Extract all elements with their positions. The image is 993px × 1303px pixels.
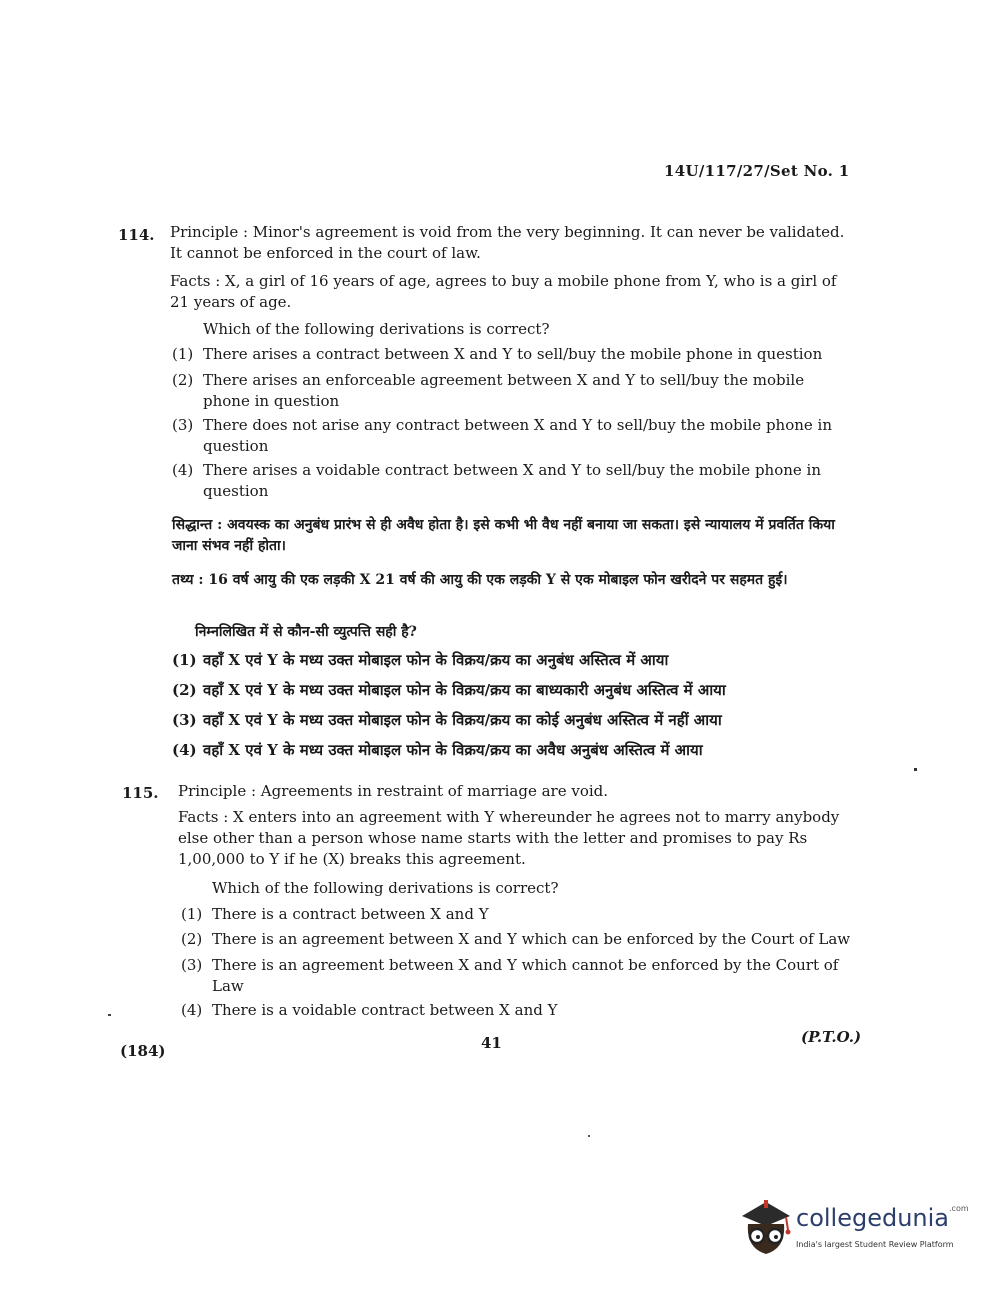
facts-text: Facts : X, a girl of 16 years of age, agrees to buy a mobile phone from Y, who is a girl of 21 years of age. [170,272,837,311]
question-number: 114. [118,226,155,244]
option-text: There does not arise any contract between X and Y to sell/buy the mobile phone in question [203,416,833,455]
scan-speck [914,768,917,771]
option-number: (4) [181,1001,203,1019]
brand-tagline: India's largest Student Review Platform [796,1240,954,1249]
option-text: There arises a contract between X and Y to sell/buy the mobile phone in question [203,345,823,363]
principle-text: Principle : Agreements in restraint of marriage are void. [178,782,609,800]
brand-suffix: .com [949,1204,969,1213]
paper-code: (184) [120,1042,166,1060]
set-number: 14U/117/27/Set No. 1 [664,162,850,180]
option-number: (2) [172,371,194,389]
question-prompt: Which of the following derivations is correct? [203,320,550,338]
option-text: There arises an enforceable agreement between X and Y to sell/buy the mobile phone in question [203,371,805,410]
facts-text: Facts : X enters into an agreement with Y whereunder he agrees not to marry anybody else other than a person whose name starts with the letter and promises to pay Rs 1,00,000 to Y if he (X) breaks this agreement. [178,808,840,868]
scan-speck [108,1014,111,1016]
question-number: 115. [122,784,159,802]
option-number: (3) [181,956,203,974]
hindi-principle-text: सिद्धान्त : अवयस्क का अनुबंध प्रारंभ से ही अवैध होता है। इसे कभी भी वैध नहीं बनाया जा सकता। इसे न्यायालय में प्रवर्तित किया जाना संभव नहीं होता। [172,517,835,554]
option-text: There is a voidable contract between X and Y [212,1001,558,1019]
pto-label: (P.T.O.) [801,1028,862,1046]
option-text: There is a contract between X and Y [212,905,489,923]
mascot-icon [736,1196,796,1260]
option-text: There is an agreement between X and Y which cannot be enforced by the Court of Law [212,956,839,995]
hindi-facts-text: तथ्य : 16 वर्ष आयु की एक लड़की X 21 वर्ष की आयु की एक लड़की Y से एक मोबाइल फोन खरीदने पर सहमत हुई। [172,572,788,588]
option-number: (2) [172,681,197,699]
option-text: वहाँ X एवं Y के मध्य उक्त मोबाइल फोन के विक्रय/क्रय का बाध्यकारी अनुबंध अस्तित्व में आया [203,681,726,699]
option-text: वहाँ X एवं Y के मध्य उक्त मोबाइल फोन के विक्रय/क्रय का कोई अनुबंध अस्तित्व में नहीं आया [203,711,722,729]
option-number: (2) [181,930,203,948]
option-text: There arises a voidable contract between X and Y to sell/buy the mobile phone in question [203,461,822,500]
collegedunia-watermark [736,1196,969,1266]
scan-speck [588,1135,590,1137]
option-number: (4) [172,741,197,759]
option-text: वहाँ X एवं Y के मध्य उक्त मोबाइल फोन के विक्रय/क्रय का अनुबंध अस्तित्व में आया [203,651,669,669]
option-number: (3) [172,711,197,729]
hindi-question-prompt: निम्नलिखित में से कौन-सी व्युत्पत्ति सही है? [195,624,417,640]
question-prompt: Which of the following derivations is correct? [212,879,559,897]
brand-name: collegedunia [796,1204,950,1232]
principle-text: Principle : Minor's agreement is void from the very beginning. It can never be validated. It cannot be enforced in the court of law. [170,223,845,262]
option-number: (4) [172,461,194,479]
page-number: 41 [481,1034,502,1052]
option-number: (1) [172,651,197,669]
option-number: (1) [172,345,194,363]
option-number: (3) [172,416,194,434]
option-number: (1) [181,905,203,923]
option-text: There is an agreement between X and Y which can be enforced by the Court of Law [212,930,851,948]
option-text: वहाँ X एवं Y के मध्य उक्त मोबाइल फोन के विक्रय/क्रय का अवैध अनुबंध अस्तित्व में आया [203,741,703,759]
